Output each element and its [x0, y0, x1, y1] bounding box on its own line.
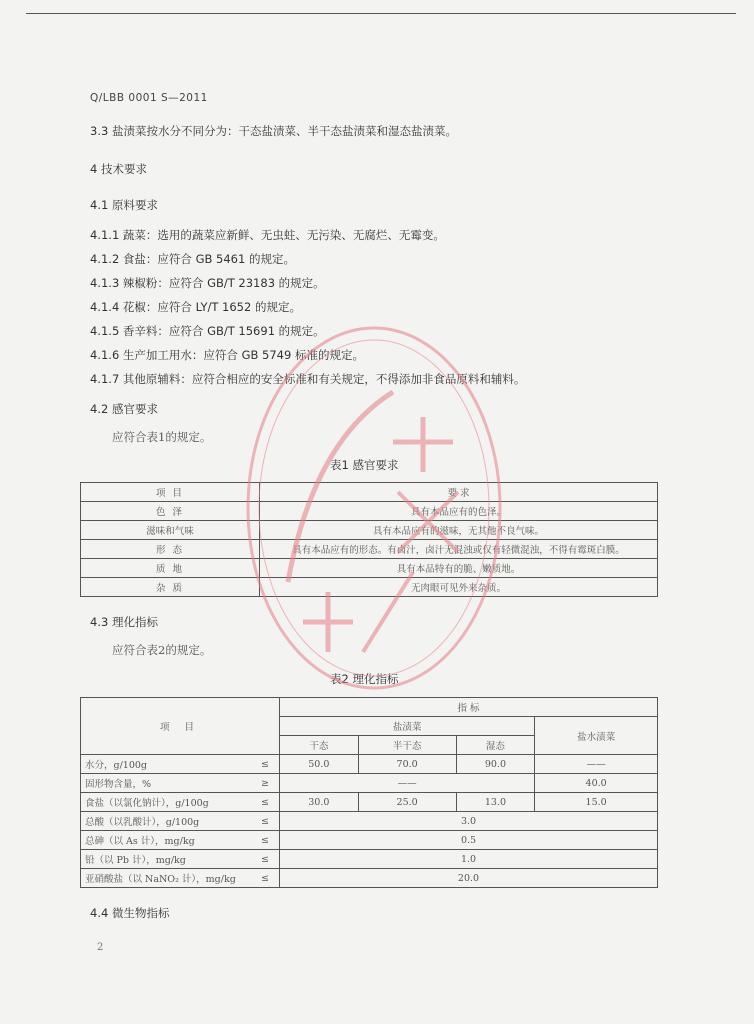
standard-code: Q/LBB 0001 S—2011 — [90, 92, 208, 104]
table-cell: ≤ — [249, 869, 280, 888]
table-cell: 50.0 — [280, 755, 359, 774]
table-cell: —— — [280, 774, 535, 793]
table-cell: 70.0 — [358, 755, 456, 774]
table-header-cell: 盐渍菜 — [280, 717, 535, 736]
table-cell: ≥ — [249, 774, 280, 793]
table-row — [81, 793, 658, 812]
table-cell: 13.0 — [456, 793, 535, 812]
clause-4-4: 4.4 微生物指标 — [90, 906, 170, 920]
table-cell: 90.0 — [456, 755, 535, 774]
clause-3-3: 3.3 盐渍菜按水分不同分为：干态盐渍菜、半干态盐渍菜和湿态盐渍菜。 — [90, 124, 457, 138]
section-4-heading: 4 技术要求 — [90, 162, 147, 176]
table-cell: 固形物含量，% — [81, 774, 250, 793]
table-header-cell: 半干态 — [358, 736, 456, 755]
clause-4-1-2: 4.1.2 食盐：应符合 GB 5461 的规定。 — [90, 252, 295, 266]
table-row — [81, 540, 658, 559]
table-row — [81, 831, 658, 850]
table-cell: 1.0 — [280, 850, 658, 869]
clause-4-2-text: 应符合表1的规定。 — [112, 430, 212, 444]
clause-4-1-5: 4.1.5 香辛料：应符合 GB/T 15691 的规定。 — [90, 324, 325, 338]
table-header-row — [81, 483, 658, 502]
table-cell: 3.0 — [280, 812, 658, 831]
table-cell: 总砷（以 As 计），mg/kg — [81, 831, 250, 850]
table-header-cell: 盐水渍菜 — [535, 717, 658, 755]
table1-caption: 表1 感官要求 — [330, 458, 399, 472]
table-cell: 食盐（以氯化钠计），g/100g — [81, 793, 250, 812]
table-row — [81, 774, 658, 793]
table-cell: 15.0 — [535, 793, 658, 812]
table-cell: 水分，g/100g — [81, 755, 250, 774]
table-cell: 具有本品应有的色泽。 — [260, 502, 658, 521]
table-cell: 40.0 — [535, 774, 658, 793]
table-cell: 20.0 — [280, 869, 658, 888]
table-cell: —— — [535, 755, 658, 774]
table-cell: 形 态 — [81, 540, 260, 559]
sensory-requirements-table — [80, 482, 658, 597]
clause-4-1-1: 4.1.1 蔬菜：选用的蔬菜应新鲜、无虫蛀、无污染、无腐烂、无霉变。 — [90, 228, 445, 242]
clause-4-1-4: 4.1.4 花椒：应符合 LY/T 1652 的规定。 — [90, 300, 301, 314]
table-cell: 色 泽 — [81, 502, 260, 521]
table-row — [81, 578, 658, 597]
table-header-cell: 干态 — [280, 736, 359, 755]
table-cell: 具有本品特有的脆、嫩质地。 — [260, 559, 658, 578]
table-row — [81, 755, 658, 774]
page-number: 2 — [97, 942, 104, 953]
table-cell: 无肉眼可见外来杂质。 — [260, 578, 658, 597]
table-cell: ≤ — [249, 850, 280, 869]
table-header-row — [81, 698, 658, 717]
table-cell: 0.5 — [280, 831, 658, 850]
physicochemical-table — [80, 697, 658, 888]
clause-4-1-7: 4.1.7 其他原辅料：应符合相应的安全标准和有关规定，不得添加非食品原料和辅料。 — [90, 372, 526, 386]
table-cell: 25.0 — [358, 793, 456, 812]
table-cell: 滋味和气味 — [81, 521, 260, 540]
table-cell: 具有本品应有的形态。有卤汁，卤汁无混浊或仅有轻微混浊，不得有霉斑白膜。 — [260, 540, 658, 559]
header-rule — [26, 13, 736, 14]
clause-4-1: 4.1 原料要求 — [90, 198, 158, 212]
table-row — [81, 850, 658, 869]
table-cell: 铅（以 Pb 计），mg/kg — [81, 850, 250, 869]
table-cell: ≤ — [249, 793, 280, 812]
table-cell: 亚硝酸盐（以 NaNO₂ 计），mg/kg — [81, 869, 250, 888]
table-cell: 质 地 — [81, 559, 260, 578]
table-cell: 30.0 — [280, 793, 359, 812]
table-row — [81, 502, 658, 521]
table-row — [81, 559, 658, 578]
table-cell: 杂 质 — [81, 578, 260, 597]
table-header-cell: 湿态 — [456, 736, 535, 755]
clause-4-1-3: 4.1.3 辣椒粉：应符合 GB/T 23183 的规定。 — [90, 276, 325, 290]
table-header-cell: 项 目 — [81, 698, 280, 755]
clause-4-1-6: 4.1.6 生产加工用水：应符合 GB 5749 标准的规定。 — [90, 348, 364, 362]
table-row — [81, 812, 658, 831]
table2-caption: 表2 理化指标 — [330, 672, 399, 686]
table-header-cell: 要 求 — [260, 483, 658, 502]
table-cell: 具有本品应有的滋味，无其他不良气味。 — [260, 521, 658, 540]
table-row — [81, 521, 658, 540]
table-header-cell: 指 标 — [280, 698, 658, 717]
clause-4-2: 4.2 感官要求 — [90, 402, 158, 416]
table-header-cell: 项 目 — [81, 483, 260, 502]
table-cell: ≤ — [249, 755, 280, 774]
clause-4-3-text: 应符合表2的规定。 — [112, 643, 212, 657]
clause-4-3: 4.3 理化指标 — [90, 615, 158, 629]
table-cell: ≤ — [249, 812, 280, 831]
table-cell: 总酸（以乳酸计），g/100g — [81, 812, 250, 831]
table-row — [81, 869, 658, 888]
table-cell: ≤ — [249, 831, 280, 850]
